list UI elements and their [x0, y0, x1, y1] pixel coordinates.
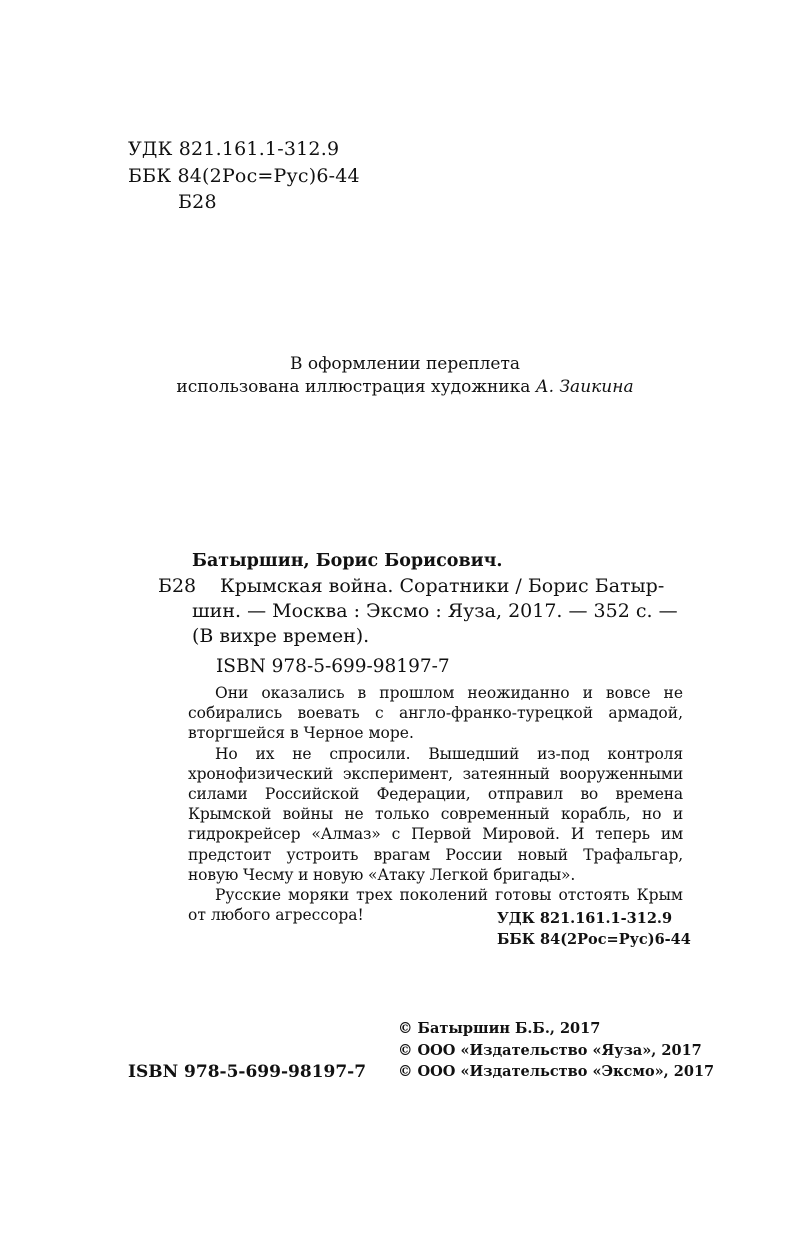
annotation-paragraph: Русские моряки трех поколений готовы отстоять Крым от любого агрессора! [188, 886, 683, 925]
copyright-line: © Батыршин Б.Б., 2017 [398, 1020, 601, 1037]
annotation [188, 683, 683, 925]
annotation-paragraph: Но их не спросили. Вышедший из-под контроля хронофизический эксперимент, затеянный вооруженными силами Российской Федерации, отправил во времена Крымской войны не только современный корабль, но и гидрокрейсер «Алмаз» с Первой Мировой. И теперь им предстоит устроить врагам России новый Трафальгар, новую Чесму и новую «Атаку Легкой бригады». [188, 744, 683, 884]
bib-line-1: Крымская война. Соратники / Борис Батыр- [220, 575, 665, 597]
bib-line-3: (В вихре времен). [192, 625, 370, 647]
udk-code-bottom: УДК 821.161.1-312.9 [497, 910, 673, 927]
isbn-record: ISBN 978-5-699-98197-7 [216, 656, 450, 677]
copyright-line: © ООО «Издательство «Эксмо», 2017 [398, 1063, 715, 1080]
udk-code-top: УДК 821.161.1-312.9 [128, 138, 340, 160]
author-mark-top: Б28 [178, 191, 217, 213]
author-heading: Батыршин, Борис Борисович. [192, 551, 503, 571]
illustration-credit-text: использована иллюстрация художника [176, 377, 536, 397]
isbn-bottom: ISBN 978-5-699-98197-7 [128, 1062, 367, 1082]
illustration-credit-line1: В оформлении переплета [289, 354, 521, 374]
author-mark: Б28 [158, 575, 197, 597]
illustration-artist: А. Заикина [535, 377, 634, 397]
illustration-credit-line2 [0, 377, 798, 397]
bbk-code-bottom: ББК 84(2Рос=Рус)6-44 [497, 931, 691, 948]
annotation-paragraph: Они оказались в прошлом неожиданно и вовсе не собирались воевать с англо-франко-турецкой армадой, вторгшейся в Черное море. [188, 684, 683, 743]
copyright-line: © ООО «Издательство «Яуза», 2017 [398, 1042, 702, 1059]
bib-line-2: шин. — Москва : Эксмо : Яуза, 2017. — 352 с. — [192, 600, 678, 622]
bbk-code-top: ББК 84(2Рос=Рус)6-44 [128, 165, 360, 187]
